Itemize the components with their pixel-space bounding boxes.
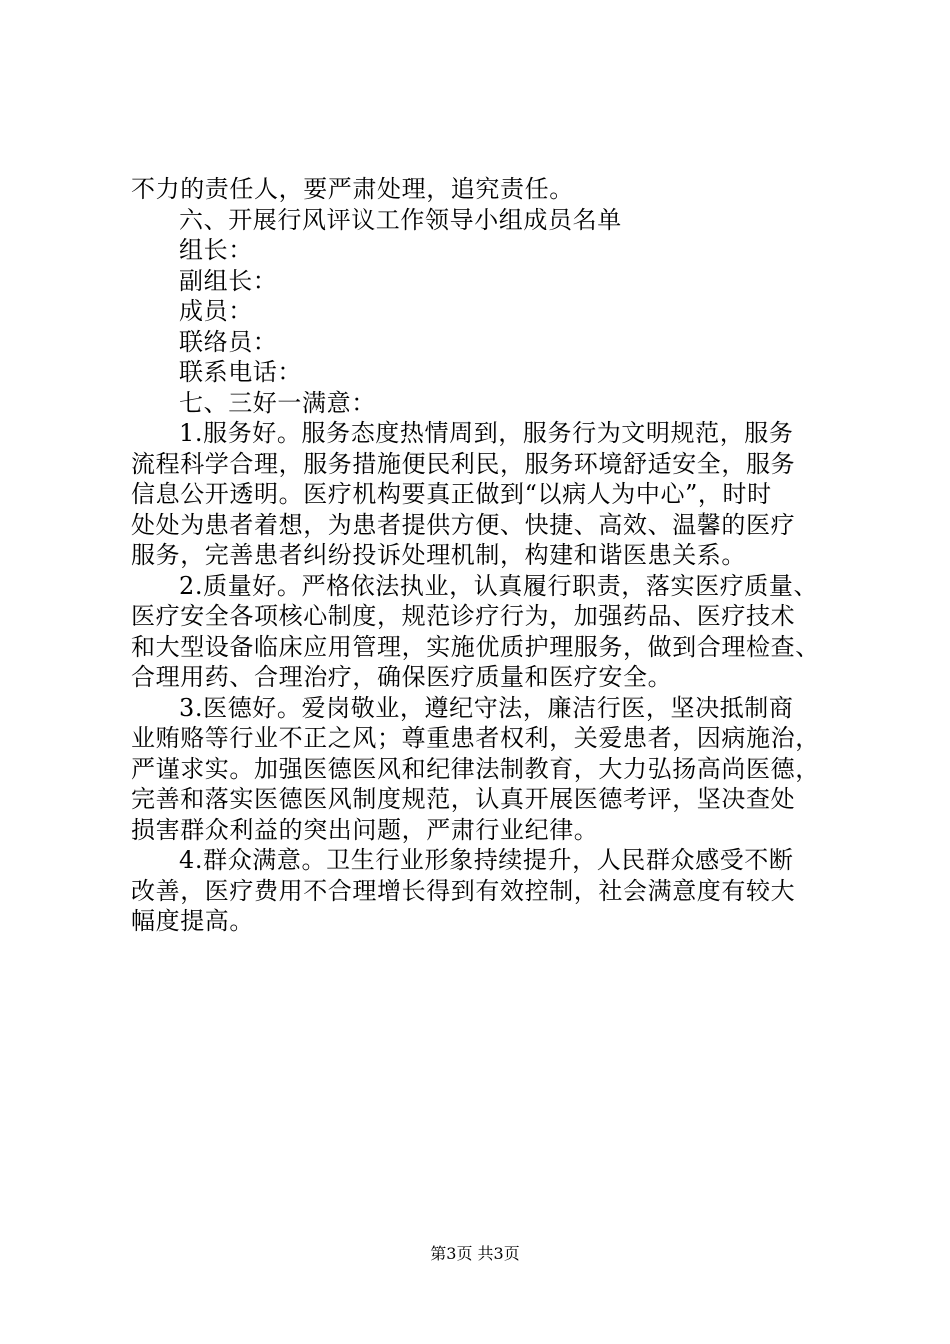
page-number: 第3页 共3页 — [430, 1244, 520, 1263]
text-line: 业贿赂等行业不正之风；尊重患者权利，关爱患者，因病施治， — [131, 724, 820, 752]
text-line: 处处为患者着想，为患者提供方便、快捷、高效、温馨的医疗 — [131, 510, 796, 539]
field-label-deputy-leader: 副组长： — [179, 266, 278, 295]
text-line: 完善和落实医德医风制度规范，认真开展医德考评，坚决查处 — [131, 785, 796, 813]
text-line: 幅度提高。 — [131, 907, 254, 935]
text-line: 严谨求实。加强医德医风和纪律法制教育，大力弘扬高尚医德， — [131, 754, 820, 783]
text-line: 和大型设备临床应用管理，实施优质护理服务，做到合理检查、 — [131, 632, 820, 661]
document-body — [131, 174, 831, 937]
text-line: 合理用药、合理治疗，确保医疗质量和医疗安全。 — [131, 663, 673, 691]
text-line: 2.质量好。严格依法执业，认真履行职责，落实医疗质量、 — [179, 571, 819, 600]
text-line: 4.群众满意。卫生行业形象持续提升，人民群众感受不断 — [179, 846, 794, 874]
text-line: 流程科学合理，服务措施便民利民，服务环境舒适安全，服务 — [131, 449, 796, 478]
field-label-phone: 联系电话： — [179, 358, 302, 386]
text-line: 医疗安全各项核心制度，规范诊疗行为，加强药品、医疗技术 — [131, 602, 796, 630]
page-footer — [0, 1244, 950, 1264]
text-line: 1.服务好。服务态度热情周到，服务行为文明规范，服务 — [179, 419, 794, 447]
field-label-leader: 组长： — [179, 236, 253, 264]
text-line: 服务，完善患者纠纷投诉处理机制，构建和谐医患关系。 — [131, 541, 746, 569]
section-heading-seven: 七、三好一满意： — [179, 388, 376, 417]
section-heading-six: 六、开展行风评议工作领导小组成员名单 — [179, 205, 622, 234]
field-label-members: 成员： — [179, 297, 253, 325]
text-line: 改善，医疗费用不合理增长得到有效控制，社会满意度有较大 — [131, 876, 796, 905]
field-label-liaison: 联络员： — [179, 327, 278, 356]
text-line: 信息公开透明。医疗机构要真正做到“以病人为中心”，时时 — [131, 480, 772, 508]
text-line: 不力的责任人，要严肃处理，追究责任。 — [131, 175, 574, 203]
text-line: 3.医德好。爱岗敬业，遵纪守法，廉洁行医，坚决抵制商 — [179, 693, 794, 722]
text-line: 损害群众利益的突出问题，严肃行业纪律。 — [131, 815, 599, 844]
